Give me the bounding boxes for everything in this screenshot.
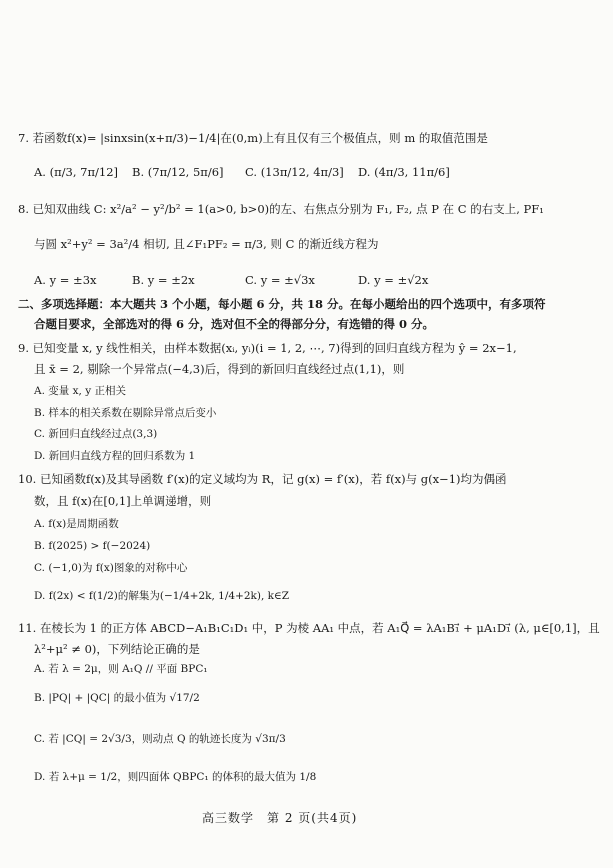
q9-option-a: A. 变量 x, y 正相关 (34, 385, 126, 397)
q9-option-d: D. 新回归直线方程的回归系数为 1 (34, 450, 196, 462)
q7-option-c: C. (13π/12, 4π/3] (245, 165, 344, 179)
q10-line-1: 10. 已知函数f(x)及其导函数 f′(x)的定义域均为 R，记 g(x) = f′(x)，若 f(x)与 g(x−1)均为偶函 (18, 472, 507, 486)
section-2-line-1: 二、多项选择题：本大题共 3 个小题，每小题 6 分，共 18 分。在每小题给出的四个选项中，有多项符 (18, 297, 546, 311)
q11-option-d: D. 若 λ+μ = 1/2，则四面体 QBPC₁ 的体积的最大值为 1/8 (34, 771, 317, 783)
page-footer: 高三数学 第 2 页(共4页) (202, 811, 358, 825)
q10-option-b: B. f(2025) > f(−2024) (34, 540, 151, 552)
q7-option-b: B. (7π/12, 5π/6] (132, 165, 224, 179)
q8-line-1: 8. 已知双曲线 C: x²/a² − y²/b² = 1(a>0, b>0)的左、右焦点分别为 F₁, F₂, 点 P 在 C 的右支上, PF₁ (18, 202, 544, 216)
q10-option-a: A. f(x)是周期函数 (34, 518, 119, 530)
section-2-line-2: 合题目要求，全部选对的得 6 分，选对但不全的得部分分，有选错的得 0 分。 (34, 317, 435, 331)
q11-line-2: λ²+μ² ≠ 0)，下列结论正确的是 (34, 642, 200, 656)
q10-line-2: 数，且 f(x)在[0,1]上单调递增，则 (34, 494, 212, 508)
q11-option-c: C. 若 |CQ| = 2√3/3，则动点 Q 的轨迹长度为 √3π/3 (34, 733, 286, 745)
q7-option-d: D. (4π/3, 11π/6] (358, 165, 450, 179)
q8-line-2: 与圆 x²+y² = 3a²/4 相切, 且∠F₁PF₂ = π/3, 则 C 的渐近线方程为 (34, 237, 379, 251)
q9-option-b: B. 样本的相关系数在剔除异常点后变小 (34, 407, 217, 419)
q10-option-c: C. (−1,0)为 f(x)图象的对称中心 (34, 562, 188, 574)
q10-option-d: D. f(2x) < f(1/2)的解集为(−1/4+2k, 1/4+2k), k∈Z (34, 590, 290, 602)
q8-option-c: C. y = ±√3x (245, 273, 315, 287)
q8-option-b: B. y = ±2x (132, 273, 195, 287)
q8-option-a: A. y = ±3x (34, 273, 97, 287)
q11-line-1: 11. 在棱长为 1 的正方体 ABCD−A₁B₁C₁D₁ 中，P 为棱 AA₁ 中点，若 A₁Q⃗ = λA₁B₁⃗ + μA₁D₁⃗ (λ, μ∈[0,1]，且 (18, 621, 600, 635)
q9-line-2: 且 x̄ = 2, 剔除一个异常点(−4,3)后，得到的新回归直线经过点(1,1)，则 (34, 362, 405, 376)
q7-stem: 7. 若函数f(x)= |sinxsin(x+π/3)−1/4|在(0,m)上有且仅有三个极值点，则 m 的取值范围是 (18, 131, 488, 145)
q11-option-b: B. |PQ| + |QC| 的最小值为 √17/2 (34, 692, 200, 704)
q8-option-d: D. y = ±√2x (358, 273, 429, 287)
q9-line-1: 9. 已知变量 x, y 线性相关，由样本数据(xᵢ, yᵢ)(i = 1, 2, ⋯, 7)得到的回归直线方程为 ŷ = 2x−1, (18, 341, 517, 355)
q11-option-a: A. 若 λ = 2μ，则 A₁Q // 平面 BPC₁ (34, 663, 208, 675)
q7-option-a: A. (π/3, 7π/12] (34, 165, 119, 179)
q9-option-c: C. 新回归直线经过点(3,3) (34, 428, 158, 440)
